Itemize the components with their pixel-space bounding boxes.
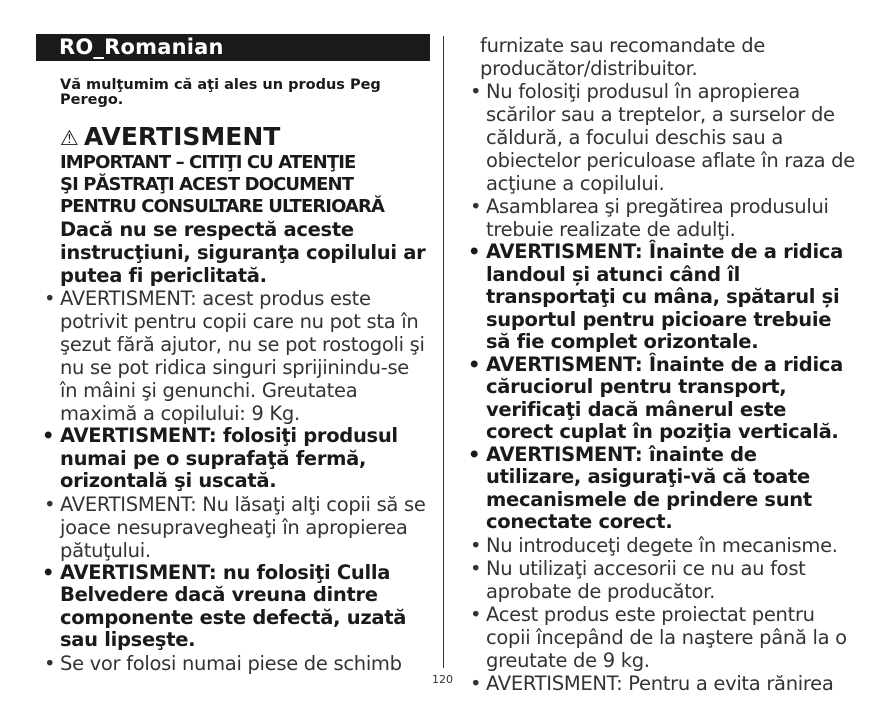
list-item: • AVERTISMENT: Înainte de a ridica căruciorul pentru transport, verificaţi dacă mânerul este corect cuplat în poziţia verticală. <box>462 354 857 444</box>
left-warning-list <box>36 287 430 675</box>
language-header: RO_Romanian <box>36 34 430 61</box>
warning-heading <box>60 123 430 152</box>
continued-text: furnizate sau recomandate de producător/distribuitor. <box>480 34 766 80</box>
warning-triangle-icon: ⚠ <box>60 126 79 150</box>
column-divider <box>443 36 444 668</box>
list-item: • AVERTISMENT: nu folosiţi Culla Belvedere dacă vreuna dintre componente este defectă, uzată sau lipseşte. <box>36 562 430 652</box>
left-column <box>36 34 430 675</box>
list-item: • Nu folosiţi produsul în apropierea scărilor sau a treptelor, a surselor de căldură, a focului deschis sau a obiectelor periculoase aflate în raza de acţiune a copilului. <box>462 80 857 195</box>
list-item: • AVERTISMENT: acest produs este potrivit pentru copii care nu pot sta în şezut fără ajutor, nu se pot rostogoli şi nu se pot ridica singuri sprijinindu-se în mâini şi genunchi. Greutatea maximă a copilului: 9 Kg. <box>36 287 430 425</box>
list-item: • Se vor folosi numai piese de schimb <box>36 652 430 675</box>
list-item: • AVERTISMENT: folosiţi produsul numai pe o suprafaţă fermă, orizontală şi uscată. <box>36 425 430 493</box>
important-line: ŞI PĂSTRAŢI ACEST DOCUMENT <box>60 174 354 195</box>
safety-notice: Dacă nu se respectă aceste instrucţiuni, siguranţa copilului ar putea fi periclitată. <box>60 218 426 287</box>
list-item: • Acest produs este proiectat pentru copii începând de la naştere până la o greutate de 9 kg. <box>462 603 857 672</box>
list-item: • AVERTISMENT: Nu lăsaţi alţi copii să se joace nesupravegheaţi în apropierea pătuţului. <box>36 493 430 562</box>
page-number: 120 <box>432 673 453 686</box>
list-item: • Nu introduceţi degete în mecanisme. <box>462 534 857 557</box>
important-line: PENTRU CONSULTARE ULTERIOARĂ <box>60 196 385 217</box>
list-item: • Asamblarea şi pregătirea produsului trebuie realizate de adulţi. <box>462 195 857 241</box>
list-item: • Nu utilizaţi accesorii ce nu au fost aprobate de producător. <box>462 557 857 603</box>
warning-title: AVERTISMENT <box>83 122 281 151</box>
thanks-text: Vă mulţumim că aţi ales un produs Peg Perego. <box>60 77 381 108</box>
list-item: • AVERTISMENT: Înainte de a ridica landoul și atunci când îl transportaţi cu mâna, spătarul și suportul pentru picioare trebuie să fie complet orizontale. <box>462 241 857 354</box>
list-item: • AVERTISMENT: înainte de utilizare, asiguraţi-vă că toate mecanismele de prindere sunt conectate corect. <box>462 444 857 534</box>
list-item: • AVERTISMENT: Pentru a evita rănirea <box>462 672 857 695</box>
right-column <box>462 34 857 695</box>
important-line: IMPORTANT – CITIŢI CU ATENŢIE <box>60 152 356 173</box>
right-warning-list <box>462 80 857 695</box>
